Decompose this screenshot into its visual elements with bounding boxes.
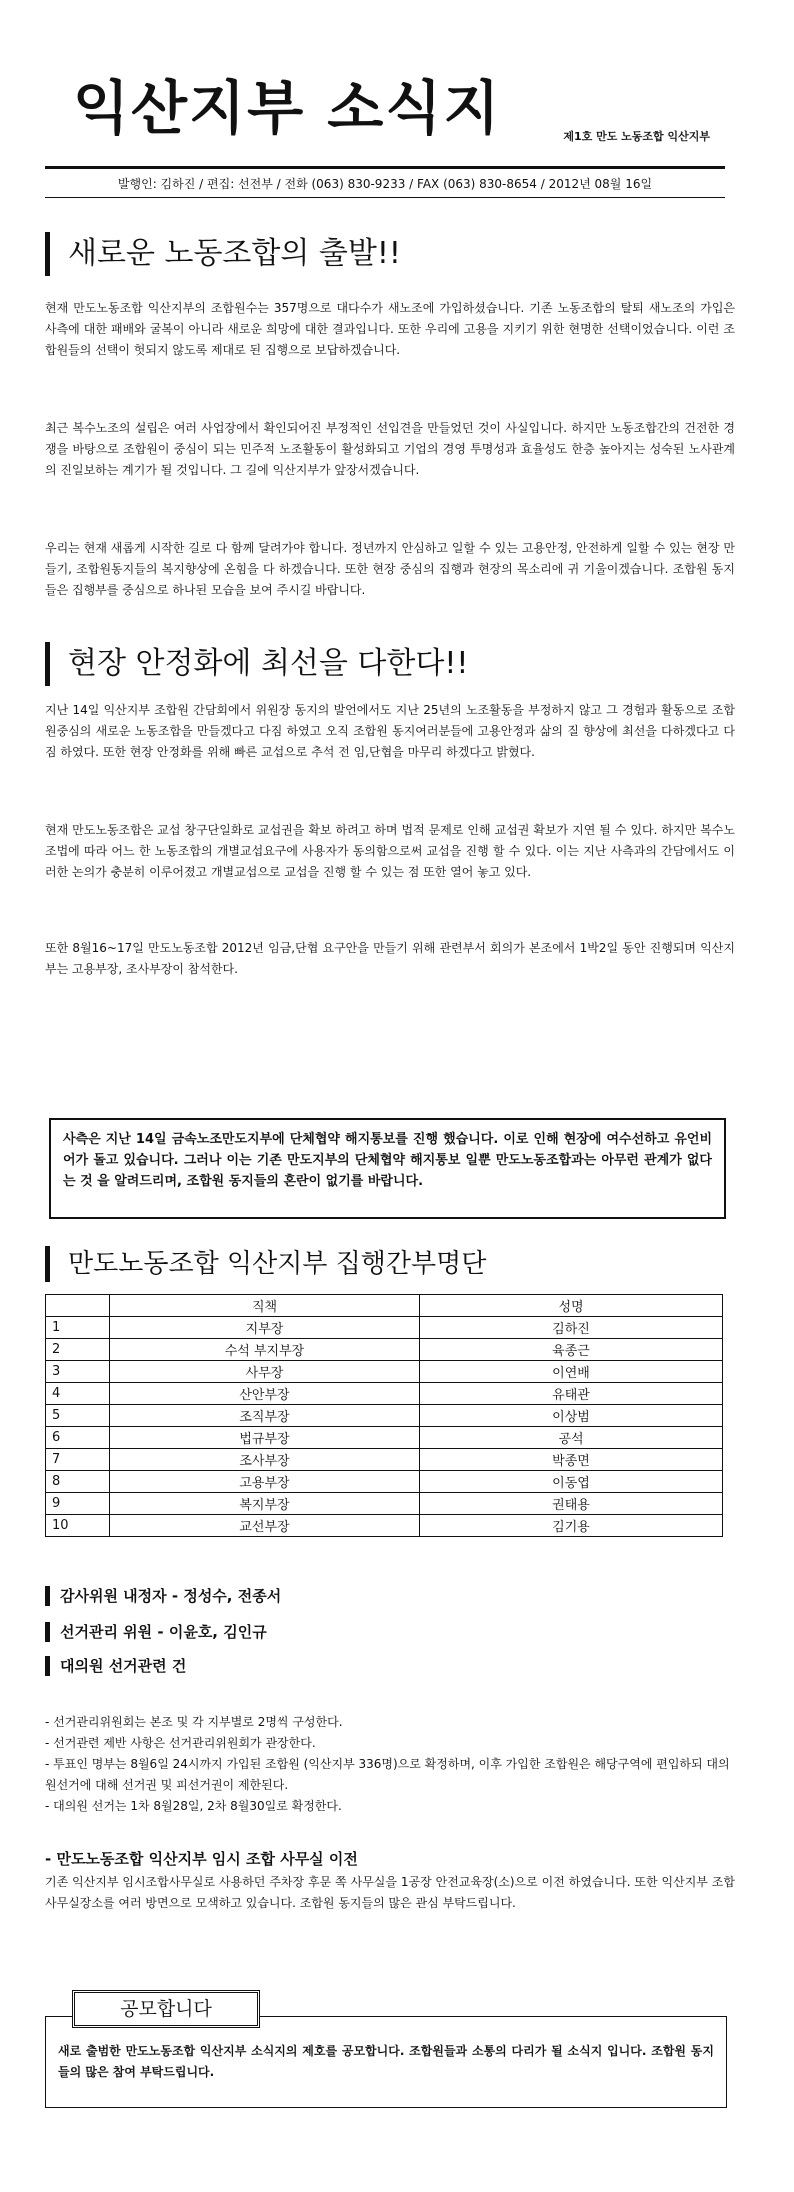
publisher-info: 발행인: 김하진 / 편집: 선전부 / 전화 (063) 830-9233 / FAX (063) 830-8654 / 2012년 08월 16일 xyxy=(117,177,653,191)
row-position: 법규부장 xyxy=(110,1427,420,1449)
table-row xyxy=(46,1383,723,1405)
row-number: 9 xyxy=(46,1493,110,1515)
election-rules-list xyxy=(45,1712,735,1817)
election-committee: 선거관리 위원 - 이윤호, 김인규 xyxy=(45,1622,267,1642)
section1-headline: 새로운 노동조합의 출발!! xyxy=(45,232,735,276)
table-row xyxy=(46,1427,723,1449)
section2-paragraph-1: 지난 14일 익산지부 조합원 간담회에서 위원장 동지의 발언에서도 지난 25년의 노조활동을 부정하지 않고 그 경험과 활동으로 조합원중심의 새로운 노동조합을 만들겠다고 다짐 하였고 오직 조합원 동지여러분들에 고용안정과 삶의 질 향상에 최선을 다하겠다고 다짐 하였다. 또한 현장 안정화를 위해 빠른 교섭으로 추석 전 임,단협을 마무리 하겠다고 밝혔다. xyxy=(45,703,735,759)
row-position: 조직부장 xyxy=(110,1405,420,1427)
row-position: 조사부장 xyxy=(110,1449,420,1471)
section2-paragraph-3: 또한 8월16~17일 만도노동조합 2012년 임금,단협 요구안을 만들기 위해 관련부서 회의가 본조에서 1박2일 동안 진행되며 익산지부는 고용부장, 조사부장이 참석한다. xyxy=(45,941,735,976)
list-item: - 선거관리위원회는 본조 및 각 지부별로 2명씩 구성한다. xyxy=(45,1715,343,1729)
staff-table xyxy=(45,1294,723,1537)
staff-table-body xyxy=(46,1317,723,1537)
table-row xyxy=(46,1405,723,1427)
header-position: 직책 xyxy=(110,1295,420,1317)
row-number: 2 xyxy=(46,1339,110,1361)
row-name: 김기용 xyxy=(420,1515,723,1537)
section2-paragraph-2: 현재 만도노동조합은 교섭 창구단일화로 교섭권을 확보 하려고 하며 법적 문제로 인해 교섭권 확보가 지연 될 수 있다. 하지만 복수노조법에 따라 어느 한 노동조합의 개별교섭요구에 사용자가 동의함으로써 교섭을 진행 할 수 있다. 이는 지난 사측과의 간담에서도 이러한 논의가 충분히 이루어졌고 개별교섭으로 교섭을 진행 할 수 있는 점 또한 열어 놓고 있다. xyxy=(45,823,735,879)
delegate-election-heading: 대의원 선거관련 건 xyxy=(45,1656,186,1676)
row-name: 권태용 xyxy=(420,1493,723,1515)
office-move-text: 기존 익산지부 임시조합사무실로 사용하던 주차장 후문 쪽 사무실을 1공장 안전교육장(소)으로 이전 하였습니다. 또한 익산지부 조합사무실장소를 여러 방면으로 모색하고 있습니다. 조합원 동지들의 많은 관심 부탁드립니다. xyxy=(45,1875,735,1910)
header-number xyxy=(46,1295,110,1317)
staff-table-header xyxy=(46,1295,723,1317)
info-rule xyxy=(45,197,725,198)
row-name: 육종근 xyxy=(420,1339,723,1361)
row-position: 교선부장 xyxy=(110,1515,420,1537)
list-item: - 선거관련 제반 사항은 선거관리위원회가 관장한다. xyxy=(45,1736,316,1750)
header-name: 성명 xyxy=(420,1295,723,1317)
row-number: 4 xyxy=(46,1383,110,1405)
masthead-rule xyxy=(45,166,725,169)
table-row xyxy=(46,1361,723,1383)
row-name: 이연배 xyxy=(420,1361,723,1383)
row-number: 5 xyxy=(46,1405,110,1427)
newsletter-title: 익산지부 소식지 xyxy=(73,74,502,142)
issue-label: 제1호 만도 노동조합 익산지부 xyxy=(563,130,710,143)
row-number: 8 xyxy=(46,1471,110,1493)
row-name: 공석 xyxy=(420,1427,723,1449)
table-row xyxy=(46,1339,723,1361)
list-item: - 투표인 명부는 8월6일 24시까지 가입된 조합원 (익산지부 336명)으로 확정하며, 이후 가입한 조합원은 해당구역에 편입하되 대의원선거에 대해 선거권 및 피선거권이 제한된다. xyxy=(45,1757,730,1792)
row-position: 사무장 xyxy=(110,1361,420,1383)
section1-paragraph-1: 현재 만도노동조합 익산지부의 조합원수는 357명으로 대다수가 새노조에 가입하셨습니다. 기존 노동조합의 탈퇴 새노조의 가입은 사측에 대한 패배와 굴복이 아니라 새로운 희망에 대한 결과입니다. 또한 우리에 고용을 지키기 위한 현명한 선택이었습니다. 이런 조합원들의 선택이 헛되지 않도록 제대로 된 집행으로 보답하겠습니다. xyxy=(45,301,735,357)
row-number: 6 xyxy=(46,1427,110,1449)
masthead xyxy=(45,70,710,156)
row-name: 이상범 xyxy=(420,1405,723,1427)
table-row xyxy=(46,1471,723,1493)
contest-tab: 공모합니다 xyxy=(72,1990,260,2028)
row-number: 3 xyxy=(46,1361,110,1383)
row-name: 이동엽 xyxy=(420,1471,723,1493)
office-move-title: - 만도노동조합 익산지부 임시 조합 사무실 이전 xyxy=(45,1850,358,1868)
notice-box: 사측은 지난 14일 금속노조만도지부에 단체협약 해지통보를 진행 했습니다. 이로 인해 현장에 여수선하고 유언비어가 돌고 있습니다. 그러나 이는 기존 만도지부의 단체협약 해지통보 일뿐 만도노동조합과는 아무런 관계가 없다는 것 을 알려드리며, 조합원 동지들의 혼란이 없기를 바랍니다. xyxy=(49,1118,726,1219)
table-row xyxy=(46,1449,723,1471)
table-row xyxy=(46,1317,723,1339)
row-name: 유태관 xyxy=(420,1383,723,1405)
staff-headline: 만도노동조합 익산지부 집행간부명단 xyxy=(45,1246,735,1282)
contest-box: 새로 출범한 만도노동조합 익산지부 소식지의 제호를 공모합니다. 조합원들과 소통의 다리가 될 소식지 입니다. 조합원 동지들의 많은 참여 부탁드립니다. xyxy=(45,2016,727,2108)
section1-paragraph-2: 최근 복수노조의 설립은 여러 사업장에서 확인되어진 부정적인 선입견을 만들었던 것이 사실입니다. 하지만 노동조합간의 건전한 경쟁을 바탕으로 조합원이 중심이 되는 민주적 노조활동이 활성화되고 기업의 경영 투명성과 효율성도 한층 높아지는 성숙된 노사관계의 진일보하는 계기가 될 것입니다. 그 길에 익산지부가 앞장서겠습니다. xyxy=(45,421,735,477)
row-number: 1 xyxy=(46,1317,110,1339)
row-name: 박종면 xyxy=(420,1449,723,1471)
row-number: 10 xyxy=(46,1515,110,1537)
table-row xyxy=(46,1493,723,1515)
section1-paragraph-3: 우리는 현재 새롭게 시작한 길로 다 함께 달려가야 합니다. 정년까지 안심하고 일할 수 있는 고용안정, 안전하게 일할 수 있는 현장 만들기, 조합원동지들의 복지향상에 온힘을 다 하겠습니다. 또한 현장 중심의 집행과 현장의 목소리에 귀 기울이겠습니다. 조합원 동지들은 집행부를 중심으로 하나된 모습을 보여 주시길 바랍니다. xyxy=(45,541,735,597)
row-position: 수석 부지부장 xyxy=(110,1339,420,1361)
list-item: - 대의원 선거는 1차 8월28일, 2차 8월30일로 확정한다. xyxy=(45,1799,342,1813)
table-row xyxy=(46,1515,723,1537)
row-position: 고용부장 xyxy=(110,1471,420,1493)
row-position: 지부장 xyxy=(110,1317,420,1339)
section2-headline: 현장 안정화에 최선을 다한다!! xyxy=(45,642,735,686)
row-name: 김하진 xyxy=(420,1317,723,1339)
audit-committee: 감사위원 내정자 - 정성수, 전종서 xyxy=(45,1586,281,1606)
row-position: 복지부장 xyxy=(110,1493,420,1515)
row-position: 산안부장 xyxy=(110,1383,420,1405)
row-number: 7 xyxy=(46,1449,110,1471)
